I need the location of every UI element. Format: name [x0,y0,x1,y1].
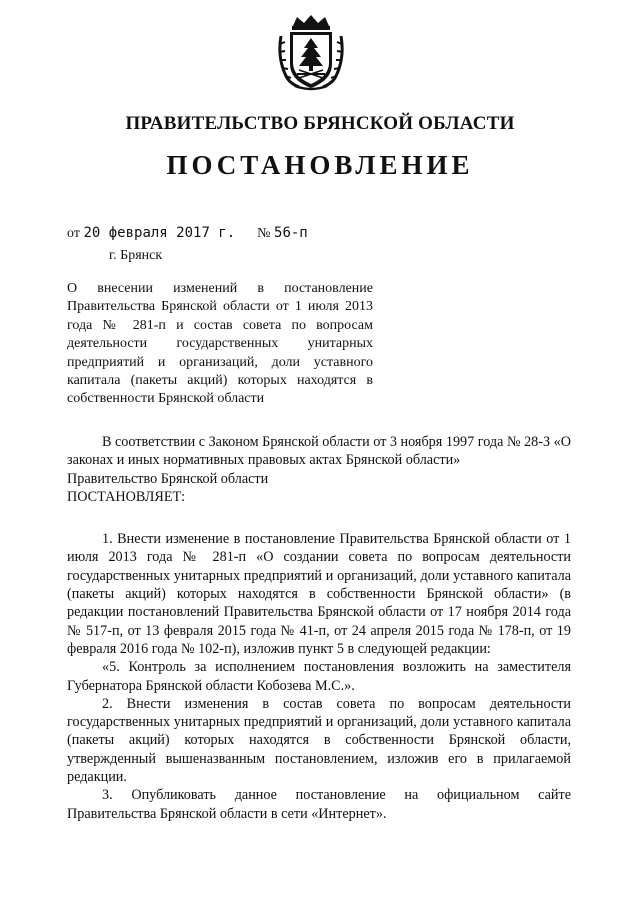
decree-word: ПОСТАНОВЛЯЕТ: [67,488,186,505]
paragraph-2: 2. Внести изменения в состав совета по вопросам деятельности государственных унитарных предприятий и организаций, доли уставного капитала (пакеты акций) которых находятся в собственности Брянской области, утвержденный вышеназванным постановлением, изложив его в прилагаемой редакции. [67,695,571,786]
document-subject [67,280,373,409]
organization-name: ПРАВИТЕЛЬСТВО БРЯНСКОЙ ОБЛАСТИ [125,113,515,134]
preamble-subject: Правительство Брянской области [67,470,269,487]
document-type: ПОСТАНОВЛЕНИЕ [166,150,474,180]
preamble: В соответствии с Законом Брянской области от 3 ноября 1997 года № 28-З «О законах и иных нормативных правовых актах Брянской области» [67,434,571,469]
number-prefix: № [257,226,271,241]
coat-of-arms-icon [277,14,345,92]
number-value: 56-п [274,225,308,241]
date-value: 20 февраля 2017 г. [83,225,236,241]
subject-text: О внесении изменений в постановление Правительства Брянской области от 1 июля 2013 года № 281-п и состав совета по вопросам деятельности государственных унитарных предприятий и организаций, доли уставного капитала (пакеты акций) которых находятся в собственности Брянской области [67,281,373,407]
date-line [67,225,308,242]
document-body [67,433,571,823]
city: г. Брянск [109,248,163,263]
date-prefix: от [67,226,80,241]
paragraph-1: 1. Внести изменение в постановление Правительства Брянской области от 1 июля 2013 года № 281-п «О создании совета по вопросам деятельности государственных унитарных предприятий и организаций, доли уставного капитала (пакеты акций) которых находятся в собственности Брянской области» (в редакции постановлений Правительства Брянской области от 17 ноября 2014 года № 517-п, от 13 февраля 2015 года № 41-п, от 24 апреля 2015 года № 178-п, от 19 февраля 2016 года № 102-п), изложив пункт 5 в следующей редакции: [67,531,571,657]
paragraph-3: 3. Опубликовать данное постановление на официальном сайте Правительства Брянской области в сети «Интернет». [67,787,571,822]
paragraph-1-quote: «5. Контроль за исполнением постановления возложить на заместителя Губернатора Брянской области Кобозева М.С.». [67,659,571,694]
